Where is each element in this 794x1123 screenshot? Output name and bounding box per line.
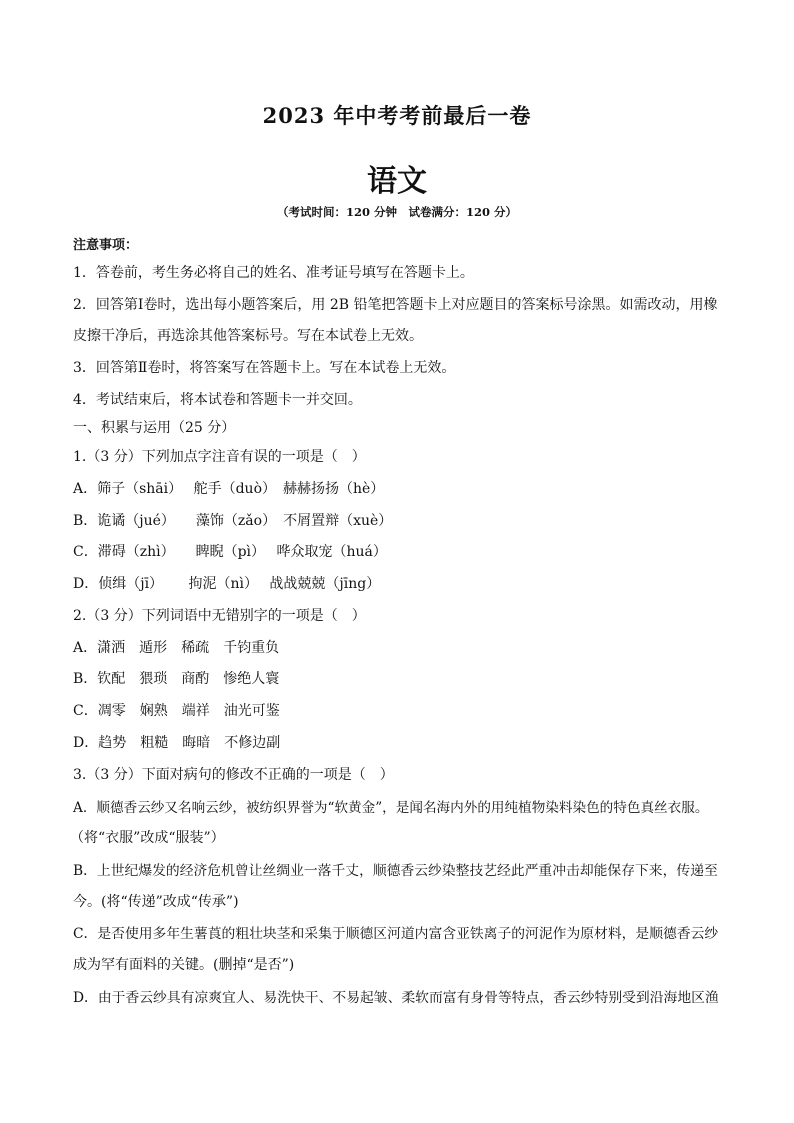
question-option-line: B．上世纪爆发的经济危机曾让丝绸业一落千丈，顺德香云纱染整技艺经此严重冲击却能保存下来，传递至 [73,863,718,879]
exam-title: 2023 年中考考前最后一卷 [262,103,532,128]
question-stem: 1.（3 分）下列加点字注音有误的一项是（ ） [73,449,366,465]
subject-title: 语文 [367,164,427,199]
question-option: C．凋零 娴熟 端祥 油光可鉴 [73,703,280,719]
question-option: A．筛子（shāi） 舵手（duò） 赫赫扬扬（hè） [73,481,385,497]
notice-item: 3．回答第Ⅱ卷时，将答案写在答题卡上。写在本试卷上无效。 [73,360,456,376]
section-heading: 一、积累与运用（25 分） [73,420,236,436]
notice-item: 2．回答第Ⅰ卷时，选出每小题答案后，用 2B 铅笔把答题卡上对应题目的答案标号涂黑。如需改动，用橡 [73,297,718,313]
question-option-line: A．顺德香云纱又名响云纱，被纺织界誉为“软黄金”，是闻名海内外的用纯植物染料染色的特色真丝衣服。 [73,800,709,816]
question-option-line: 今。(将“传递”改成“传承”) [73,894,239,910]
question-stem: 3.（3 分）下面对病句的修改不正确的一项是（ ） [73,767,394,783]
question-option: A．潇洒 遁形 稀疏 千钧重负 [73,640,280,656]
question-option: D．侦缉（jī） 拘泥（nì） 战战兢兢（jīng） [73,576,381,592]
question-option: D．趋势 粗糙 晦暗 不修边副 [73,735,281,751]
question-option: B．钦配 猥琐 商酌 惨绝人寰 [73,671,280,687]
notice-item: 1．答卷前，考生务必将自己的姓名、准考证号填写在答题卡上。 [73,265,474,281]
question-option-line: （将“衣服”改成“服装”） [70,830,225,846]
exam-info: （考试时间：120 分钟 试卷满分：120 分） [276,205,517,219]
notice-item: 4．考试结束后，将本试卷和答题卡一并交回。 [73,392,362,408]
question-option-line: D．由于香云纱具有凉爽宜人、易洗快干、不易起皱、柔软而富有身骨等特点，香云纱特别受到沿海地区渔 [73,990,719,1006]
question-stem: 2.（3 分）下列词语中无错别字的一项是（ ） [73,608,366,624]
notice-heading: 注意事项： [73,238,139,253]
question-option-line: C．是否使用多年生薯莨的粗壮块茎和采集于顺德区河道内富含亚铁离子的河泥作为原材料，是顺德香云纱 [73,926,719,942]
question-option: C．滞碍（zhì） 睥睨（pì） 哗众取宠（huá） [73,544,387,560]
question-option: B．诡谲（jué） 藻饰（zǎo） 不屑置辩（xuè） [73,513,393,529]
notice-item: 皮擦干净后，再选涂其他答案标号。写在本试卷上无效。 [73,328,423,344]
question-option-line: 成为罕有面料的关键。(删掉“是否”) [73,957,295,973]
